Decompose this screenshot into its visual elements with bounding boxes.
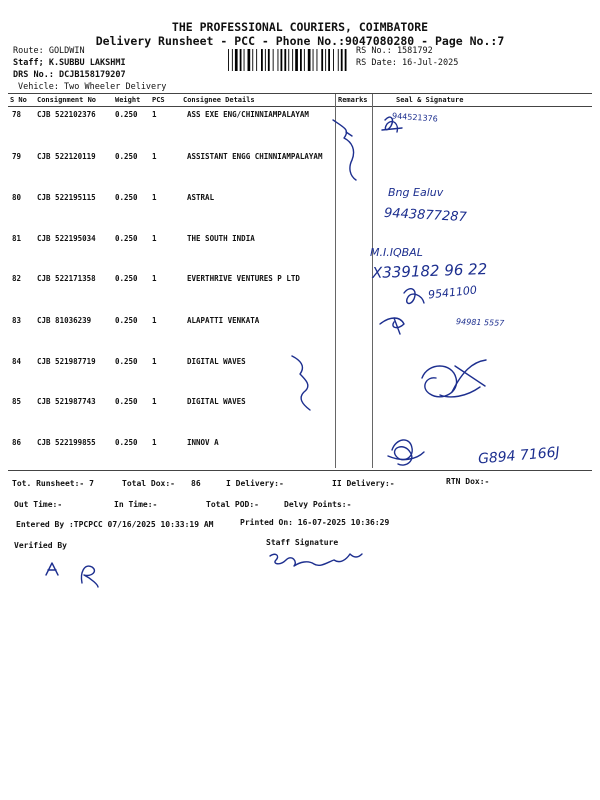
row-consignee: EVERTHRIVE VENTURES P LTD [187, 274, 300, 283]
col-remarks: Remarks [338, 96, 368, 104]
col-consignee: Consignee Details [183, 96, 255, 104]
row-weight: 0.250 [115, 397, 138, 406]
row-weight: 0.250 [115, 234, 138, 243]
row-consignee: ASS EXE ENG/CHINNIAMPALAYAM [187, 110, 309, 119]
i-delivery: I Delivery:- [226, 479, 284, 488]
row-pcs: 1 [152, 110, 157, 119]
row-sno: 79 [12, 152, 22, 161]
printed-on: Printed On: 16-07-2025 10:36:29 [240, 518, 390, 527]
row-weight: 0.250 [115, 274, 138, 283]
col-consignment: Consignment No [37, 96, 97, 104]
row-consignment: CJB 522195034 [37, 234, 96, 243]
vehicle-label: Vehicle: Two Wheeler Delivery [18, 82, 167, 92]
row-consignment: CJB 521987743 [37, 397, 96, 406]
row-sno: 80 [12, 193, 22, 202]
row-consignment: CJB 522102376 [37, 110, 96, 119]
row83-handwritten-phone: 94981 5557 [455, 317, 505, 328]
row-consignment: CJB 522171358 [37, 274, 96, 283]
row-sno: 86 [12, 438, 22, 447]
row81-handwritten-phone: X339182 96 22 [371, 259, 488, 283]
row-weight: 0.250 [115, 193, 138, 202]
col-pcs: PCS [152, 96, 165, 104]
row-weight: 0.250 [115, 110, 138, 119]
row86-handwritten-phone: G894 7166J [477, 444, 561, 468]
out-time: Out Time:- [14, 500, 63, 509]
tot-runsheet: Tot. Runsheet:- 7 [12, 479, 94, 488]
row-consignment: CJB 522195115 [37, 193, 96, 202]
company-title: THE PROFESSIONAL COURIERS, COIMBATORE [171, 20, 429, 34]
row-pcs: 1 [152, 274, 157, 283]
row-pcs: 1 [152, 152, 157, 161]
row-consignment: CJB 522199855 [37, 438, 96, 447]
delvy-points: Delvy Points:- [284, 500, 352, 509]
entered-by: Entered By :TPCPCC 07/16/2025 10:33:19 AM [16, 520, 214, 529]
col-sno: S No [10, 96, 27, 104]
row-weight: 0.250 [115, 357, 138, 366]
row81-handwritten-name: M.I.IQBAL [370, 246, 423, 259]
route-label: Route: GOLDWIN [13, 46, 85, 56]
row-pcs: 1 [152, 193, 157, 202]
row-weight: 0.250 [115, 438, 138, 447]
row-pcs: 1 [152, 397, 157, 406]
row-consignee: THE SOUTH INDIA [187, 234, 255, 243]
ii-delivery: II Delivery:- [332, 479, 395, 488]
total-pod: Total POD:- [206, 500, 259, 509]
row-consignee: ASSISTANT ENGG CHINNIAMPALAYAM [187, 152, 323, 161]
rs-number: RS No.: 1581792 [356, 46, 433, 56]
row-pcs: 1 [152, 234, 157, 243]
col-weight: Weight [115, 96, 141, 104]
row-pcs: 1 [152, 357, 157, 366]
row-consignee: DIGITAL WAVES [187, 357, 246, 366]
row-weight: 0.250 [115, 152, 138, 161]
row-sno: 78 [12, 110, 22, 119]
row-consignment: CJB 522120119 [37, 152, 96, 161]
staff-signature-label: Staff Signature [266, 538, 339, 547]
row-sno: 82 [12, 274, 22, 283]
col-seal: Seal & Signature [396, 96, 464, 104]
row-pcs: 1 [152, 438, 157, 447]
row82-handwritten-phone: 9541100 [427, 283, 478, 302]
row-sno: 81 [12, 234, 22, 243]
runsheet-subtitle: Delivery Runsheet - PCC - Phone No.:9047080280 - Page No.:7 [95, 34, 505, 48]
total-dox-value: 86 [191, 479, 201, 488]
row-weight: 0.250 [115, 316, 138, 325]
row80-handwritten-name: Bng Ealuv [388, 186, 444, 199]
staff-label: Staff; K.SUBBU LAKSHMI [13, 58, 126, 68]
row-pcs: 1 [152, 316, 157, 325]
drs-number: DRS No.: DCJB158179207 [13, 70, 126, 80]
row-sno: 85 [12, 397, 22, 406]
row80-handwritten-phone: 9443877287 [383, 205, 468, 226]
row-consignee: ALAPATTI VENKATA [187, 316, 260, 325]
rtn-dox: RTN Dox:- [446, 477, 490, 486]
row-consignee: DIGITAL WAVES [187, 397, 246, 406]
row-consignee: ASTRAL [187, 193, 215, 202]
verified-by: Verified By [14, 541, 67, 550]
rs-date: RS Date: 16-Jul-2025 [356, 58, 459, 68]
row-sno: 83 [12, 316, 22, 325]
row78-handwritten-number: 944521376 [391, 111, 439, 124]
row-consignee: INNOV A [187, 438, 219, 447]
in-time: In Time:- [114, 500, 158, 509]
total-dox-label: Total Dox:- [122, 479, 175, 488]
row-sno: 84 [12, 357, 22, 366]
row-consignment: CJB 521987719 [37, 357, 96, 366]
row-consignment: CJB 81036239 [37, 316, 92, 325]
